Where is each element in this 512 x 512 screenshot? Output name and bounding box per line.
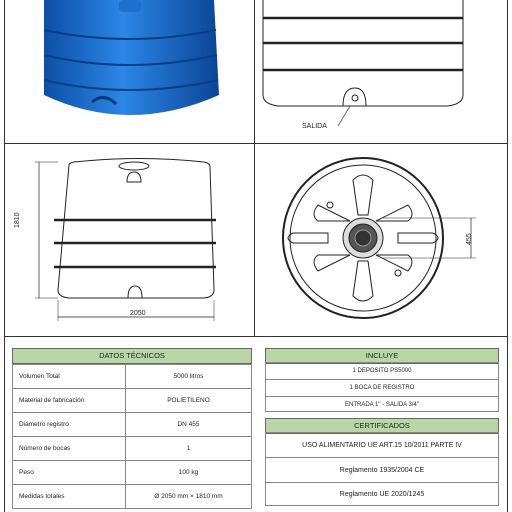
datos-label: Peso — [13, 461, 126, 485]
datos-row — [13, 437, 252, 461]
datos-table — [12, 364, 252, 509]
plan-view — [258, 145, 498, 335]
incluye-item: 1 BOCA DE REGISTRO — [266, 379, 498, 396]
divider — [254, 0, 255, 143]
datos-value: 5000 litros — [126, 365, 252, 389]
datos-header: DATOS TÉCNICOS — [12, 348, 252, 364]
datos-value: Ø 2050 mm × 1810 mm — [126, 485, 252, 509]
height-dimension: 1810 — [14, 212, 21, 228]
outlet-label: SALIDA — [302, 123, 327, 130]
datos-label: Medidas totales — [13, 485, 126, 509]
datos-label: Número de bocas — [13, 437, 126, 461]
manhole-dimension: 455 — [466, 233, 473, 245]
side-elevation — [14, 145, 254, 335]
datos-row — [13, 365, 252, 389]
datos-value: 100 kg — [126, 461, 252, 485]
datos-value: DN 455 — [126, 413, 252, 437]
datos-row — [13, 389, 252, 413]
datos-label: Diámetro registro — [13, 413, 126, 437]
datos-row — [13, 485, 252, 509]
divider — [4, 143, 508, 144]
divider — [4, 336, 508, 337]
width-dimension: 2050 — [130, 310, 146, 317]
datos-value: POLIETILENO — [126, 389, 252, 413]
front-elevation-top — [258, 0, 498, 140]
incluye-header: INCLUYE — [265, 348, 499, 364]
certificado-item: Reglamento 1935/2004 CE — [266, 457, 498, 482]
certificado-item: Reglamento UE 2020/1245 — [266, 482, 498, 506]
certificado-item: USO ALIMENTARIO UE ART.15 10/2011 PARTE IV — [302, 441, 462, 449]
certificados-header: CERTIFICADOS — [265, 418, 499, 434]
divider — [254, 143, 255, 336]
datos-value: 1 — [126, 437, 252, 461]
certificados-box — [265, 432, 499, 506]
datos-row — [13, 413, 252, 437]
datos-label: Material de fabricación — [13, 389, 126, 413]
datos-label: Volumen Total — [13, 365, 126, 389]
incluye-item: 1 DEPOSITO PS5000 — [352, 368, 412, 374]
tank-photo — [24, 0, 254, 140]
incluye-box — [265, 362, 499, 412]
incluye-item: ENTRADA 1" - SALIDA 3/4" — [266, 396, 498, 412]
datos-row — [13, 461, 252, 485]
